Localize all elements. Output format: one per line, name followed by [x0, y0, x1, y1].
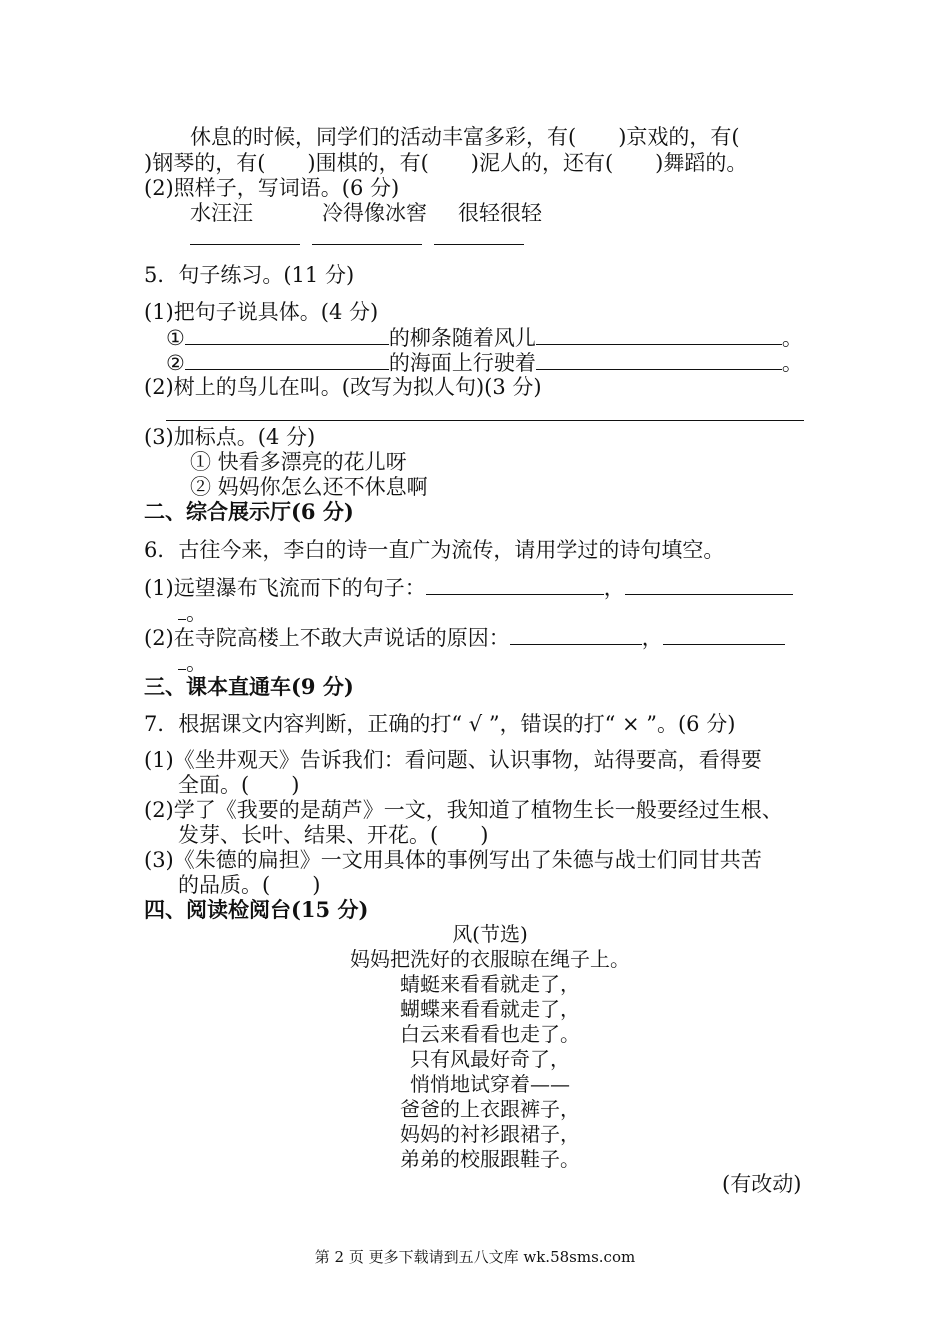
poem-line: 白云来看看也走了。: [400, 1022, 580, 1046]
q4-example-1: 水汪汪: [190, 201, 253, 225]
q5-sub2-answer-line[interactable]: [166, 420, 804, 421]
q6-sub-2: [144, 624, 785, 651]
q5-item2-blank-a[interactable]: [185, 349, 389, 370]
q5-item1-end: 。: [781, 326, 803, 350]
poem-line: 妈妈把洗好的衣服晾在绳子上。: [350, 947, 630, 971]
q6-sub2-period: 。: [186, 651, 207, 675]
poem-line: 悄悄地试穿着——: [410, 1072, 570, 1096]
q5-title: 5．句子练习。(11 分): [144, 263, 355, 287]
q5-punct-item-1: ① 快看多漂亮的花儿呀: [190, 450, 407, 474]
q5-sub2-title: (2)树上的鸟儿在叫。(改写为拟人句)(3 分): [144, 375, 542, 399]
q5-sub3-title: (3)加标点。(4 分): [144, 425, 316, 449]
q6-sub2-blank-c[interactable]: [178, 649, 186, 670]
q6-sub1-label: (1)远望瀑布飞流而下的句子：: [144, 576, 426, 600]
q6-sub1-period: 。: [186, 601, 207, 625]
poem-line: 爸爸的上衣跟裤子，: [400, 1097, 580, 1121]
q6-sub1-blank-b[interactable]: [625, 574, 793, 595]
q5-sub1-title: (1)把句子说具体。(4 分): [144, 300, 379, 324]
q5-punct-item-2: ② 妈妈你怎么还不休息啊: [190, 475, 428, 499]
poem-line: 妈妈的衬衫跟裙子，: [400, 1122, 580, 1146]
q4-answer-line-2[interactable]: [312, 244, 422, 245]
q7-item-2-line-1: (2)学了《我要的是葫芦》一文，我知道了植物生长一般要经过生根、: [144, 798, 783, 822]
poem-title: 风(节选): [452, 922, 528, 946]
q4-line-2: )钢琴的，有( )围棋的，有( )泥人的，还有( )舞蹈的。: [144, 151, 748, 175]
q6-title: 6．古往今来，李白的诗一直广为流传，请用学过的诗句填空。: [144, 538, 725, 562]
q4-answer-line-1[interactable]: [190, 244, 300, 245]
q5-item2-end: 。: [781, 351, 803, 375]
section-4-heading: 四、阅读检阅台(15 分): [144, 897, 369, 922]
q5-item-2: [166, 349, 803, 376]
section-2-heading: 二、综合展示厅(6 分): [144, 499, 354, 524]
poem-line: 蝴蝶来看看就走了，: [400, 997, 580, 1021]
q6-sub-1: [144, 574, 793, 601]
q5-item2-num: ②: [166, 351, 185, 375]
q7-item-1-line-2[interactable]: 全面。( ): [178, 773, 300, 797]
poem-line: 蜻蜓来看看就走了，: [400, 972, 580, 996]
section-3-heading: 三、课本直通车(9 分): [144, 674, 354, 699]
q6-sub1-comma: ，: [603, 576, 625, 600]
q4-answer-line-3[interactable]: [434, 244, 524, 245]
q6-sub-2-cont: [178, 649, 207, 676]
q4-example-2: 冷得像冰窖: [322, 201, 427, 225]
q6-sub-1-cont: [178, 599, 207, 626]
q7-item-3-line-2[interactable]: 的品质。( ): [178, 873, 321, 897]
q6-sub2-blank-a[interactable]: [510, 624, 642, 645]
q5-item-1: [166, 324, 803, 351]
q5-item2-blank-b[interactable]: [536, 349, 782, 370]
q6-sub2-blank-b[interactable]: [663, 624, 785, 645]
q6-sub1-blank-c[interactable]: [178, 599, 186, 620]
q7-item-1-line-1: (1)《坐井观天》告诉我们：看问题、认识事物，站得要高，看得要: [144, 748, 762, 772]
q7-item-2-line-2[interactable]: 发芽、长叶、结果、开花。( ): [178, 823, 489, 847]
poem-line: 弟弟的校服跟鞋子。: [400, 1147, 580, 1171]
q5-item1-blank-a[interactable]: [185, 324, 389, 345]
q6-sub1-blank-a[interactable]: [426, 574, 604, 595]
q6-sub2-label: (2)在寺院高楼上不敢大声说话的原因：: [144, 626, 510, 650]
q4-line-1: 休息的时候，同学们的活动丰富多彩，有( )京戏的，有(: [190, 125, 740, 149]
q5-item1-blank-b[interactable]: [536, 324, 782, 345]
q7-title: 7．根据课文内容判断，正确的打“ √ ”，错误的打“ × ”。(6 分): [144, 712, 736, 736]
q4-example-3: 很轻很轻: [458, 201, 542, 225]
q7-item-3-line-1: (3)《朱德的扁担》一文用具体的事例写出了朱德与战士们同甘共苦: [144, 848, 762, 872]
q5-item1-mid: 的柳条随着风儿: [388, 326, 536, 350]
q5-item1-num: ①: [166, 326, 185, 350]
poem-source-note: (有改动): [722, 1172, 802, 1196]
q6-sub2-comma: ，: [641, 626, 663, 650]
poem-line: 只有风最好奇了，: [410, 1047, 570, 1071]
q4-sub2-title: (2)照样子，写词语。(6 分): [144, 176, 400, 200]
q5-item2-mid: 的海面上行驶着: [388, 351, 536, 375]
page-footer: 第 2 页 更多下载请到五八文库 wk.58sms.com: [314, 1248, 636, 1266]
